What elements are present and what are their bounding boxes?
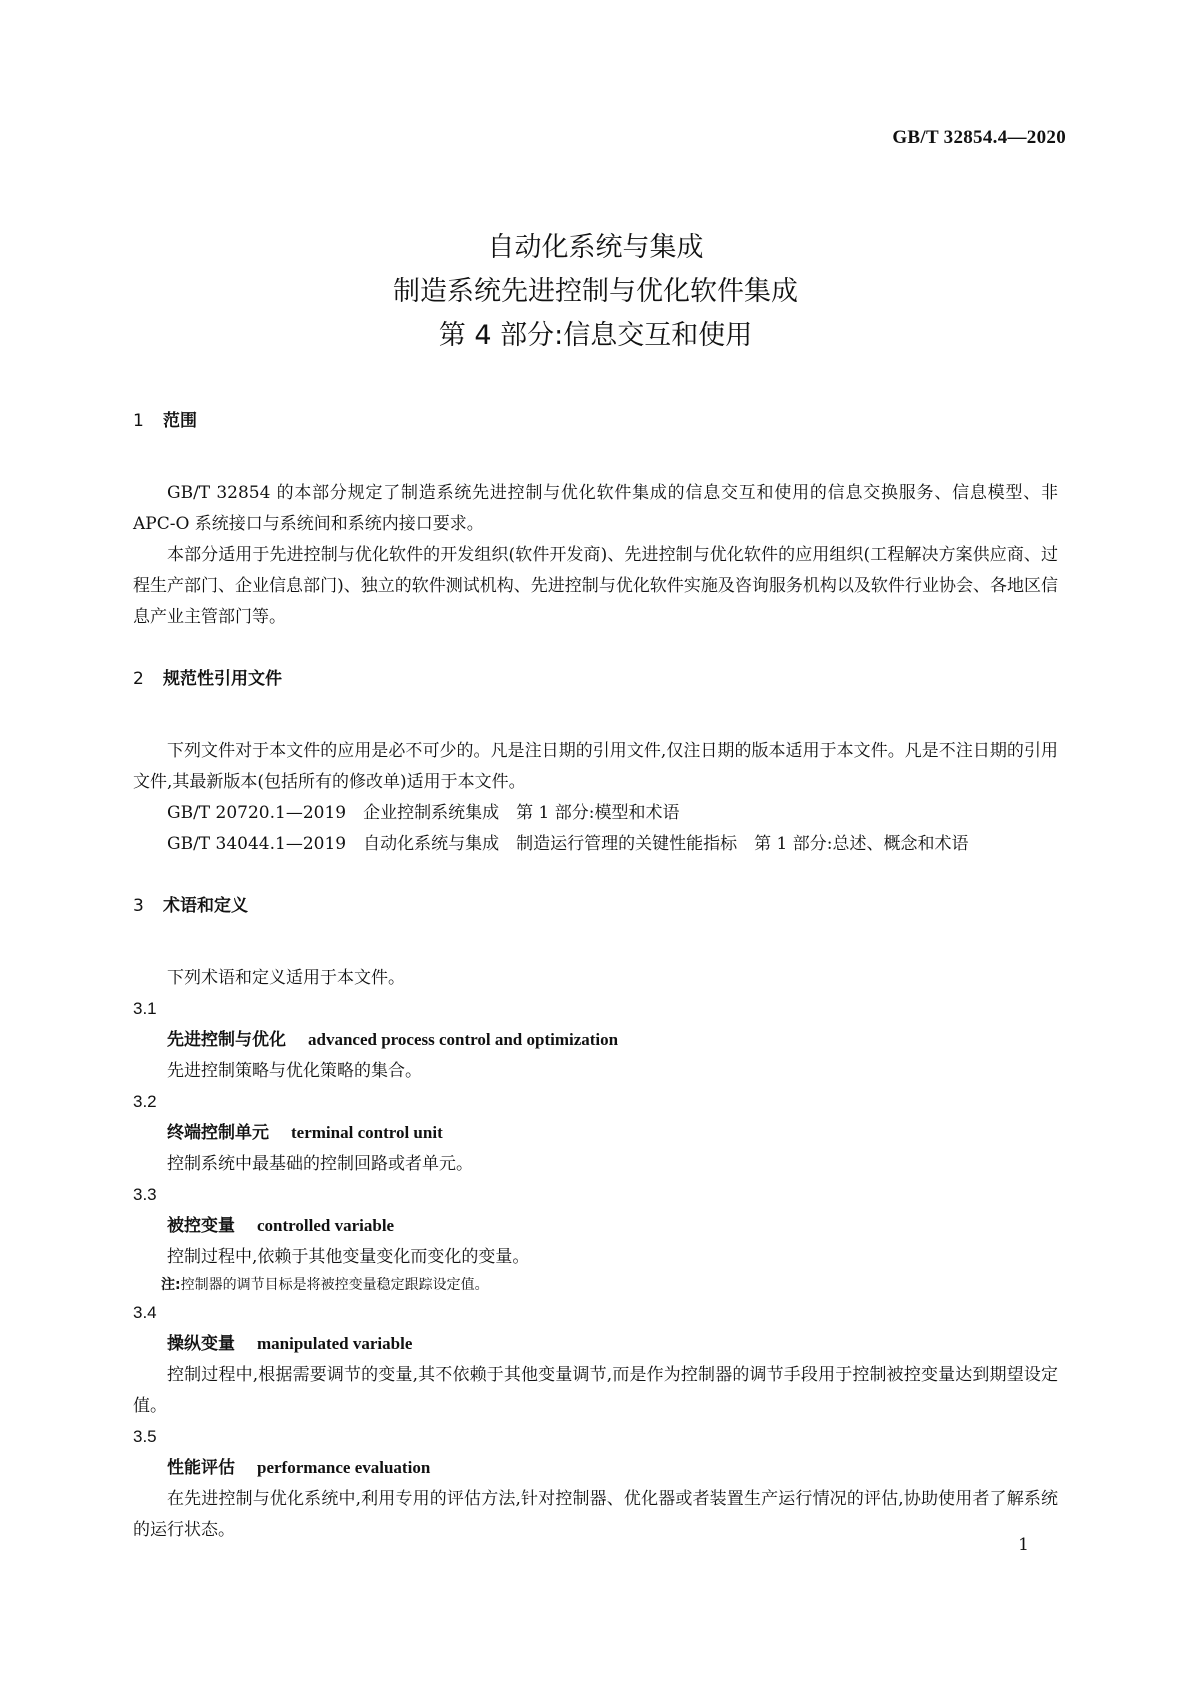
document-title — [0, 226, 1191, 358]
section-number: 2 — [133, 669, 144, 689]
section-number: 3 — [133, 896, 144, 916]
page-number: 1 — [1018, 1535, 1029, 1555]
term-definition: 先进控制策略与优化策略的集合。 — [167, 1061, 422, 1081]
title-line-1: 自动化系统与集成 — [487, 232, 704, 263]
paragraph: 本部分适用于先进控制与优化软件的开发组织(软件开发商)、先进控制与优化软件的应用组织(工程解决方案供应商、过程生产部门、企业信息部门)、独立的软件测试机构、先进控制与优化软件实施及咨询服务机构以及软件行业协会、各地区信息产业主管部门等。 — [133, 545, 1058, 627]
term-definition: 控制过程中,依赖于其他变量变化而变化的变量。 — [167, 1247, 530, 1267]
paragraph: 下列术语和定义适用于本文件。 — [167, 968, 405, 988]
term-definition: 在先进控制与优化系统中,利用专用的评估方法,针对控制器、优化器或者装置生产运行情况的评估,协助使用者了解系统的运行状态。 — [133, 1489, 1058, 1540]
reference-item: GB/T 20720.1—2019 企业控制系统集成 第 1 部分:模型和术语 — [167, 803, 680, 823]
term-name-en: controlled variable — [257, 1216, 395, 1235]
note-label: 注: — [161, 1277, 181, 1293]
title-line-2: 制造系统先进控制与优化软件集成 — [393, 276, 798, 307]
term-name — [133, 1328, 1058, 1360]
term-name-zh: 性能评估 — [167, 1458, 235, 1478]
note-text: 控制器的调节目标是将被控变量稳定跟踪设定值。 — [180, 1277, 489, 1293]
term-number: 3.3 — [133, 1185, 157, 1204]
term-name-zh: 操纵变量 — [167, 1334, 235, 1354]
section-heading-scope — [133, 407, 1058, 435]
term-name-en: manipulated variable — [257, 1334, 413, 1353]
term-name-zh: 被控变量 — [167, 1216, 235, 1236]
term-number: 3.1 — [133, 999, 157, 1018]
term-number: 3.2 — [133, 1092, 157, 1111]
section-title: 范围 — [163, 411, 197, 431]
reference-item: GB/T 34044.1—2019 自动化系统与集成 制造运行管理的关键性能指标 第 1 部分:总述、概念和术语 — [167, 834, 969, 854]
section-number: 1 — [133, 411, 144, 431]
term-name — [133, 1024, 1058, 1056]
term-definition: 控制过程中,根据需要调节的变量,其不依赖于其他变量调节,而是作为控制器的调节手段用于控制被控变量达到期望设定值。 — [133, 1365, 1058, 1416]
paragraph: 下列文件对于本文件的应用是必不可少的。凡是注日期的引用文件,仅注日期的版本适用于本文件。凡是不注日期的引用文件,其最新版本(包括所有的修改单)适用于本文件。 — [133, 741, 1058, 792]
term-name-en: terminal control unit — [291, 1123, 443, 1142]
term-name-en: advanced process control and optimization — [308, 1030, 619, 1049]
term-name-en: performance evaluation — [257, 1458, 431, 1477]
term-number: 3.4 — [133, 1303, 157, 1322]
section-title: 规范性引用文件 — [163, 669, 282, 689]
standard-code: GB/T 32854.4—2020 — [892, 127, 1066, 148]
term-name — [133, 1210, 1058, 1242]
term-name — [133, 1452, 1058, 1484]
term-name-zh: 先进控制与优化 — [167, 1030, 286, 1050]
section-heading-terms-definitions — [133, 892, 1058, 920]
section-heading-normative-references — [133, 665, 1058, 693]
section-title: 术语和定义 — [163, 896, 248, 916]
term-note — [133, 1273, 1058, 1298]
term-name — [133, 1117, 1058, 1149]
term-definition: 控制系统中最基础的控制回路或者单元。 — [167, 1154, 473, 1174]
term-name-zh: 终端控制单元 — [167, 1123, 269, 1143]
title-line-3: 第 4 部分:信息交互和使用 — [438, 320, 753, 351]
document-body — [133, 407, 1058, 1546]
paragraph: GB/T 32854 的本部分规定了制造系统先进控制与优化软件集成的信息交互和使用的信息交换服务、信息模型、非 APC-O 系统接口与系统间和系统内接口要求。 — [133, 483, 1058, 534]
term-number: 3.5 — [133, 1427, 157, 1446]
